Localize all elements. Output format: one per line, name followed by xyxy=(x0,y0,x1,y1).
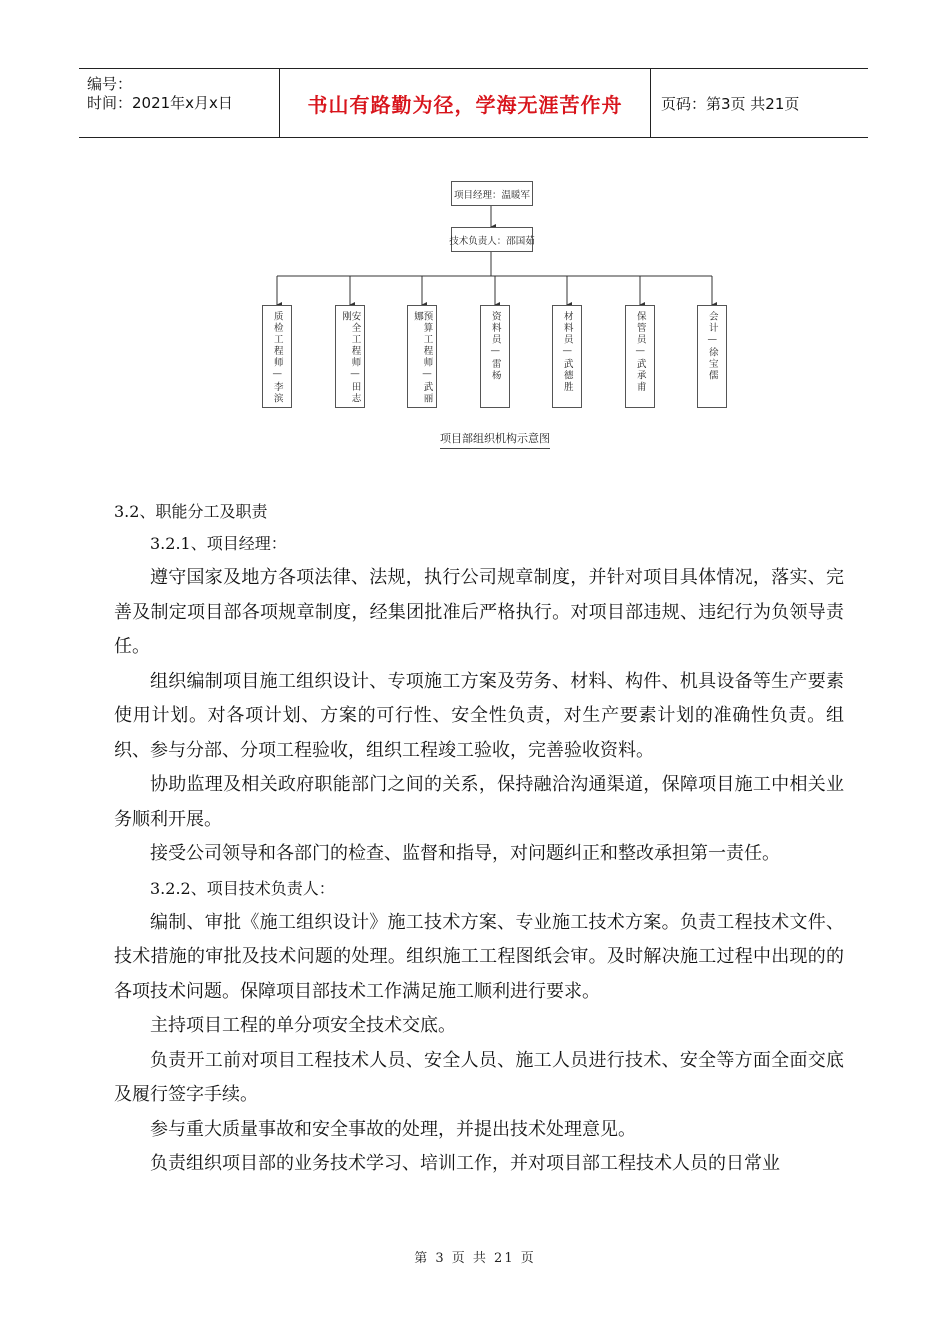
staff-box xyxy=(262,305,292,408)
page-footer: 第 3 页 共 21 页 xyxy=(414,1251,536,1266)
staff-label: 材料员—武德胜 xyxy=(561,311,573,393)
staff-label: 会计—徐宝儒 xyxy=(706,311,718,382)
paragraph: 接受公司领导和各部门的检查、监督和指导，对问题纠正和整改承担第一责任。 xyxy=(150,843,780,864)
staff-box xyxy=(407,305,437,408)
staff-label: 安全工程师—田志刚 xyxy=(340,311,361,405)
header-meta-cell xyxy=(79,69,280,137)
time-label: 时间：2021年x月x日 xyxy=(87,94,233,112)
section-heading-3-2: 3.2、职能分工及职责 xyxy=(114,502,268,521)
paragraph: 组织编制项目施工组织设计、专项施工方案及劳务、材料、构件、机具设备等生产要素使用计划。对各项计划、方案的可行性、安全性负责，对生产要素计划的准确性负责。组织、参与分部、分项工程验收，组织工程竣工验收，完善验收资料。 xyxy=(114,670,844,761)
manager-box xyxy=(451,181,533,206)
staff-box xyxy=(480,305,510,408)
header-motto-cell xyxy=(280,69,651,137)
paragraph: 参与重大质量事故和安全事故的处理，并提出技术处理意见。 xyxy=(150,1118,636,1140)
staff-box xyxy=(552,305,582,408)
staff-label: 质检工程师—李滨 xyxy=(271,311,283,405)
staff-box xyxy=(625,305,655,408)
staff-label: 预算工程师—武丽娜 xyxy=(412,311,433,405)
document-body xyxy=(114,497,844,1182)
paragraph: 负责组织项目部的业务技术学习、培训工作，并对项目部工程技术人员的日常业 xyxy=(150,1153,780,1174)
header-page-cell xyxy=(651,69,868,137)
subheading-3-2-2: 3.2.2、项目技术负责人： xyxy=(150,878,335,898)
page-info: 页码：第3页 共21页 xyxy=(661,94,800,113)
paragraph: 编制、审批《施工组织设计》施工技术方案、专业施工技术方案。负责工程技术文件、技术措施的审批及技术问题的处理。组织施工工程图纸会审。及时解决施工过程中出现的的各项技术问题。保障项目部技术工作满足施工顺利进行要求。 xyxy=(114,911,844,1002)
staff-box xyxy=(335,305,365,408)
tech-lead-box xyxy=(451,227,533,252)
staff-label: 资料员—雷杨 xyxy=(489,311,501,382)
motto: 书山有路勤为径，学海无涯苦作舟 xyxy=(307,92,623,117)
paragraph: 主持项目工程的单分项安全技术交底。 xyxy=(150,1015,456,1036)
paragraph: 遵守国家及地方各项法律、法规，执行公司规章制度，并针对项目具体情况，落实、完善及制定项目部各项规章制度，经集团批准后严格执行。对项目部违规、违纪行为负领导责任。 xyxy=(114,567,844,657)
tech-lead-label: 技术负责人：邵国茹 xyxy=(449,235,535,247)
staff-label: 保管员—武承甫 xyxy=(634,311,646,393)
paragraph: 协助监理及相关政府职能部门之间的关系，保持融洽沟通渠道，保障项目施工中相关业务顺利开展。 xyxy=(114,774,844,830)
manager-label: 项目经理：温暖军 xyxy=(453,189,530,201)
serial-label: 编号： xyxy=(87,75,133,93)
staff-box xyxy=(697,305,727,408)
page-header xyxy=(79,68,868,138)
subheading-3-2-1: 3.2.1、项目经理： xyxy=(150,534,287,553)
paragraph: 负责开工前对项目工程技术人员、安全人员、施工人员进行技术、安全等方面全面交底及履行签字手续。 xyxy=(114,1049,844,1105)
org-chart-caption: 项目部组织机构示意图 xyxy=(440,430,550,449)
